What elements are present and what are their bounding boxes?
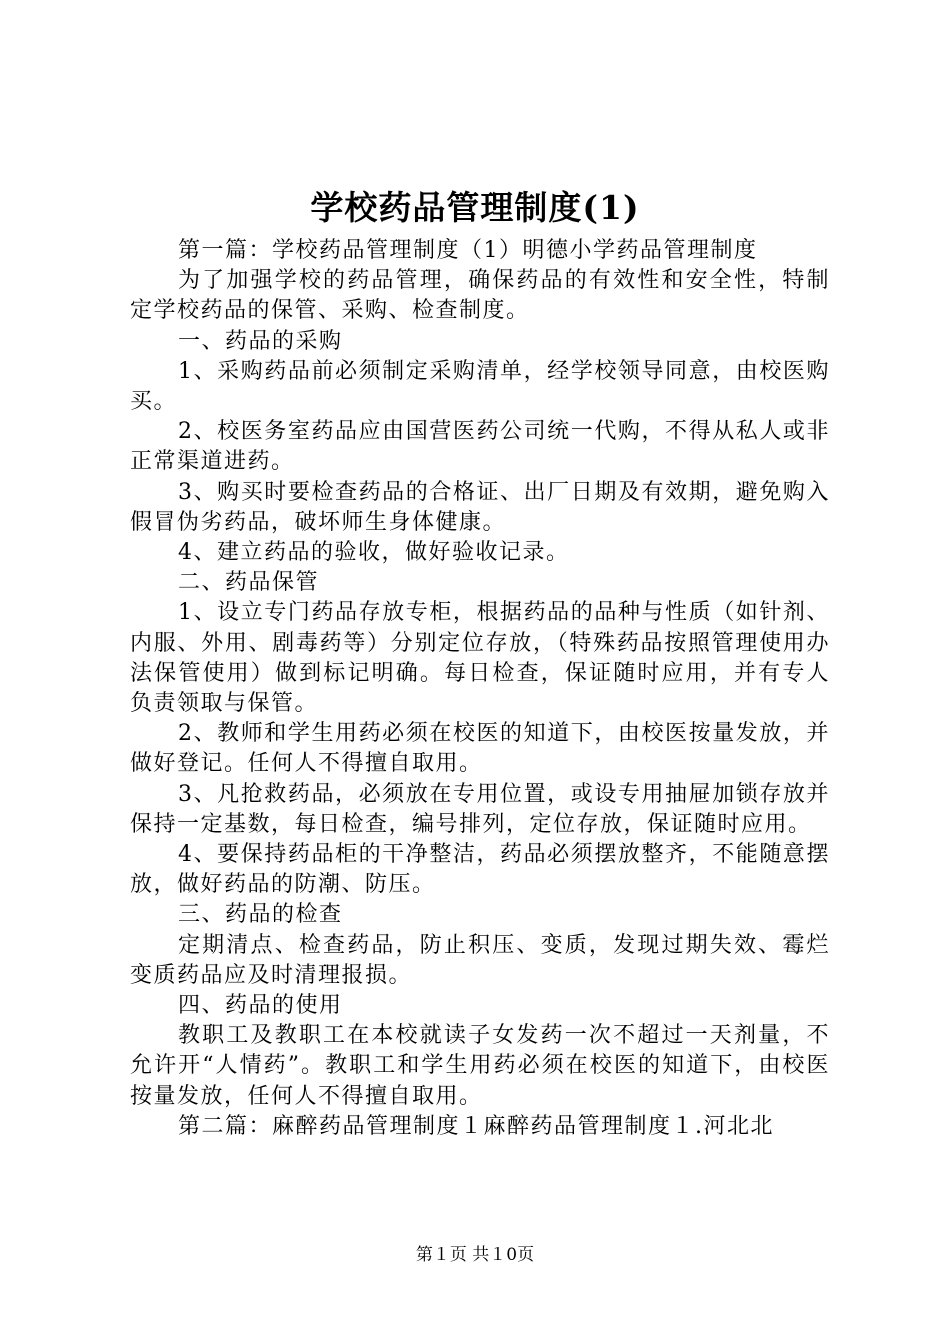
document-title: 学校药品管理制度(1) — [310, 188, 640, 227]
section-heading: 一、药品的采购 — [178, 328, 343, 354]
paragraph: 第二篇：麻醉药品管理制度１麻醉药品管理制度１.河北北 — [178, 1113, 774, 1139]
paragraph: 第一篇：学校药品管理制度（1）明德小学药品管理制度 — [178, 238, 758, 263]
document-body — [130, 236, 830, 1142]
paragraph: 4、建立药品的验收，做好验收记录。 — [178, 540, 570, 566]
paragraph: 3、凡抢救药品，必须放在专用位置，或设专用抽屉加锁存放并保持一定基数，每日检查，编号排列，定位存放，保证随时应用。 — [130, 781, 830, 837]
paragraph: 4、要保持药品柜的干净整洁，药品必须摆放整齐，不能随意摆放，做好药品的防潮、防压。 — [130, 842, 830, 898]
paragraph: 1、采购药品前必须制定采购清单，经学校领导同意，由校医购买。 — [130, 358, 830, 415]
paragraph: 1、设立专门药品存放专柜，根据药品的品种与性质（如针剂、内服、外用、剧毒药等）分别定位存放，（特殊药品按照管理使用办法保管使用）做到标记明确。每日检查，保证随时应用，并有专人负责领取与保管。 — [130, 600, 830, 717]
section-heading: 四、药品的使用 — [178, 993, 343, 1019]
paragraph: 定期清点、检查药品，防止积压、变质，发现过期失效、霉烂变质药品应及时清理报损。 — [130, 932, 830, 988]
paragraph: 2、教师和学生用药必须在校医的知道下，由校医按量发放，并做好登记。任何人不得擅自取用。 — [130, 721, 830, 777]
paragraph: 3、购买时要检查药品的合格证、出厂日期及有效期，避免购入假冒伪劣药品，破坏师生身体健康。 — [130, 479, 830, 535]
paragraph: 2、校医务室药品应由国营医药公司统一代购，不得从私人或非正常渠道进药。 — [130, 419, 830, 475]
section-heading: 三、药品的检查 — [178, 902, 343, 928]
section-heading: 二、药品保管 — [178, 570, 320, 596]
paragraph: 教职工及教职工在本校就读子女发药一次不超过一天剂量，不允许开“人情药”。教职工和学生用药必须在校医的知道下，由校医按量发放，任何人不得擅自取用。 — [130, 1023, 830, 1109]
paragraph: 为了加强学校的药品管理，确保药品的有效性和安全性，特制定学校药品的保管、采购、检查制度。 — [130, 268, 830, 324]
page-footer: 第１页 共１0页 — [415, 1245, 535, 1265]
